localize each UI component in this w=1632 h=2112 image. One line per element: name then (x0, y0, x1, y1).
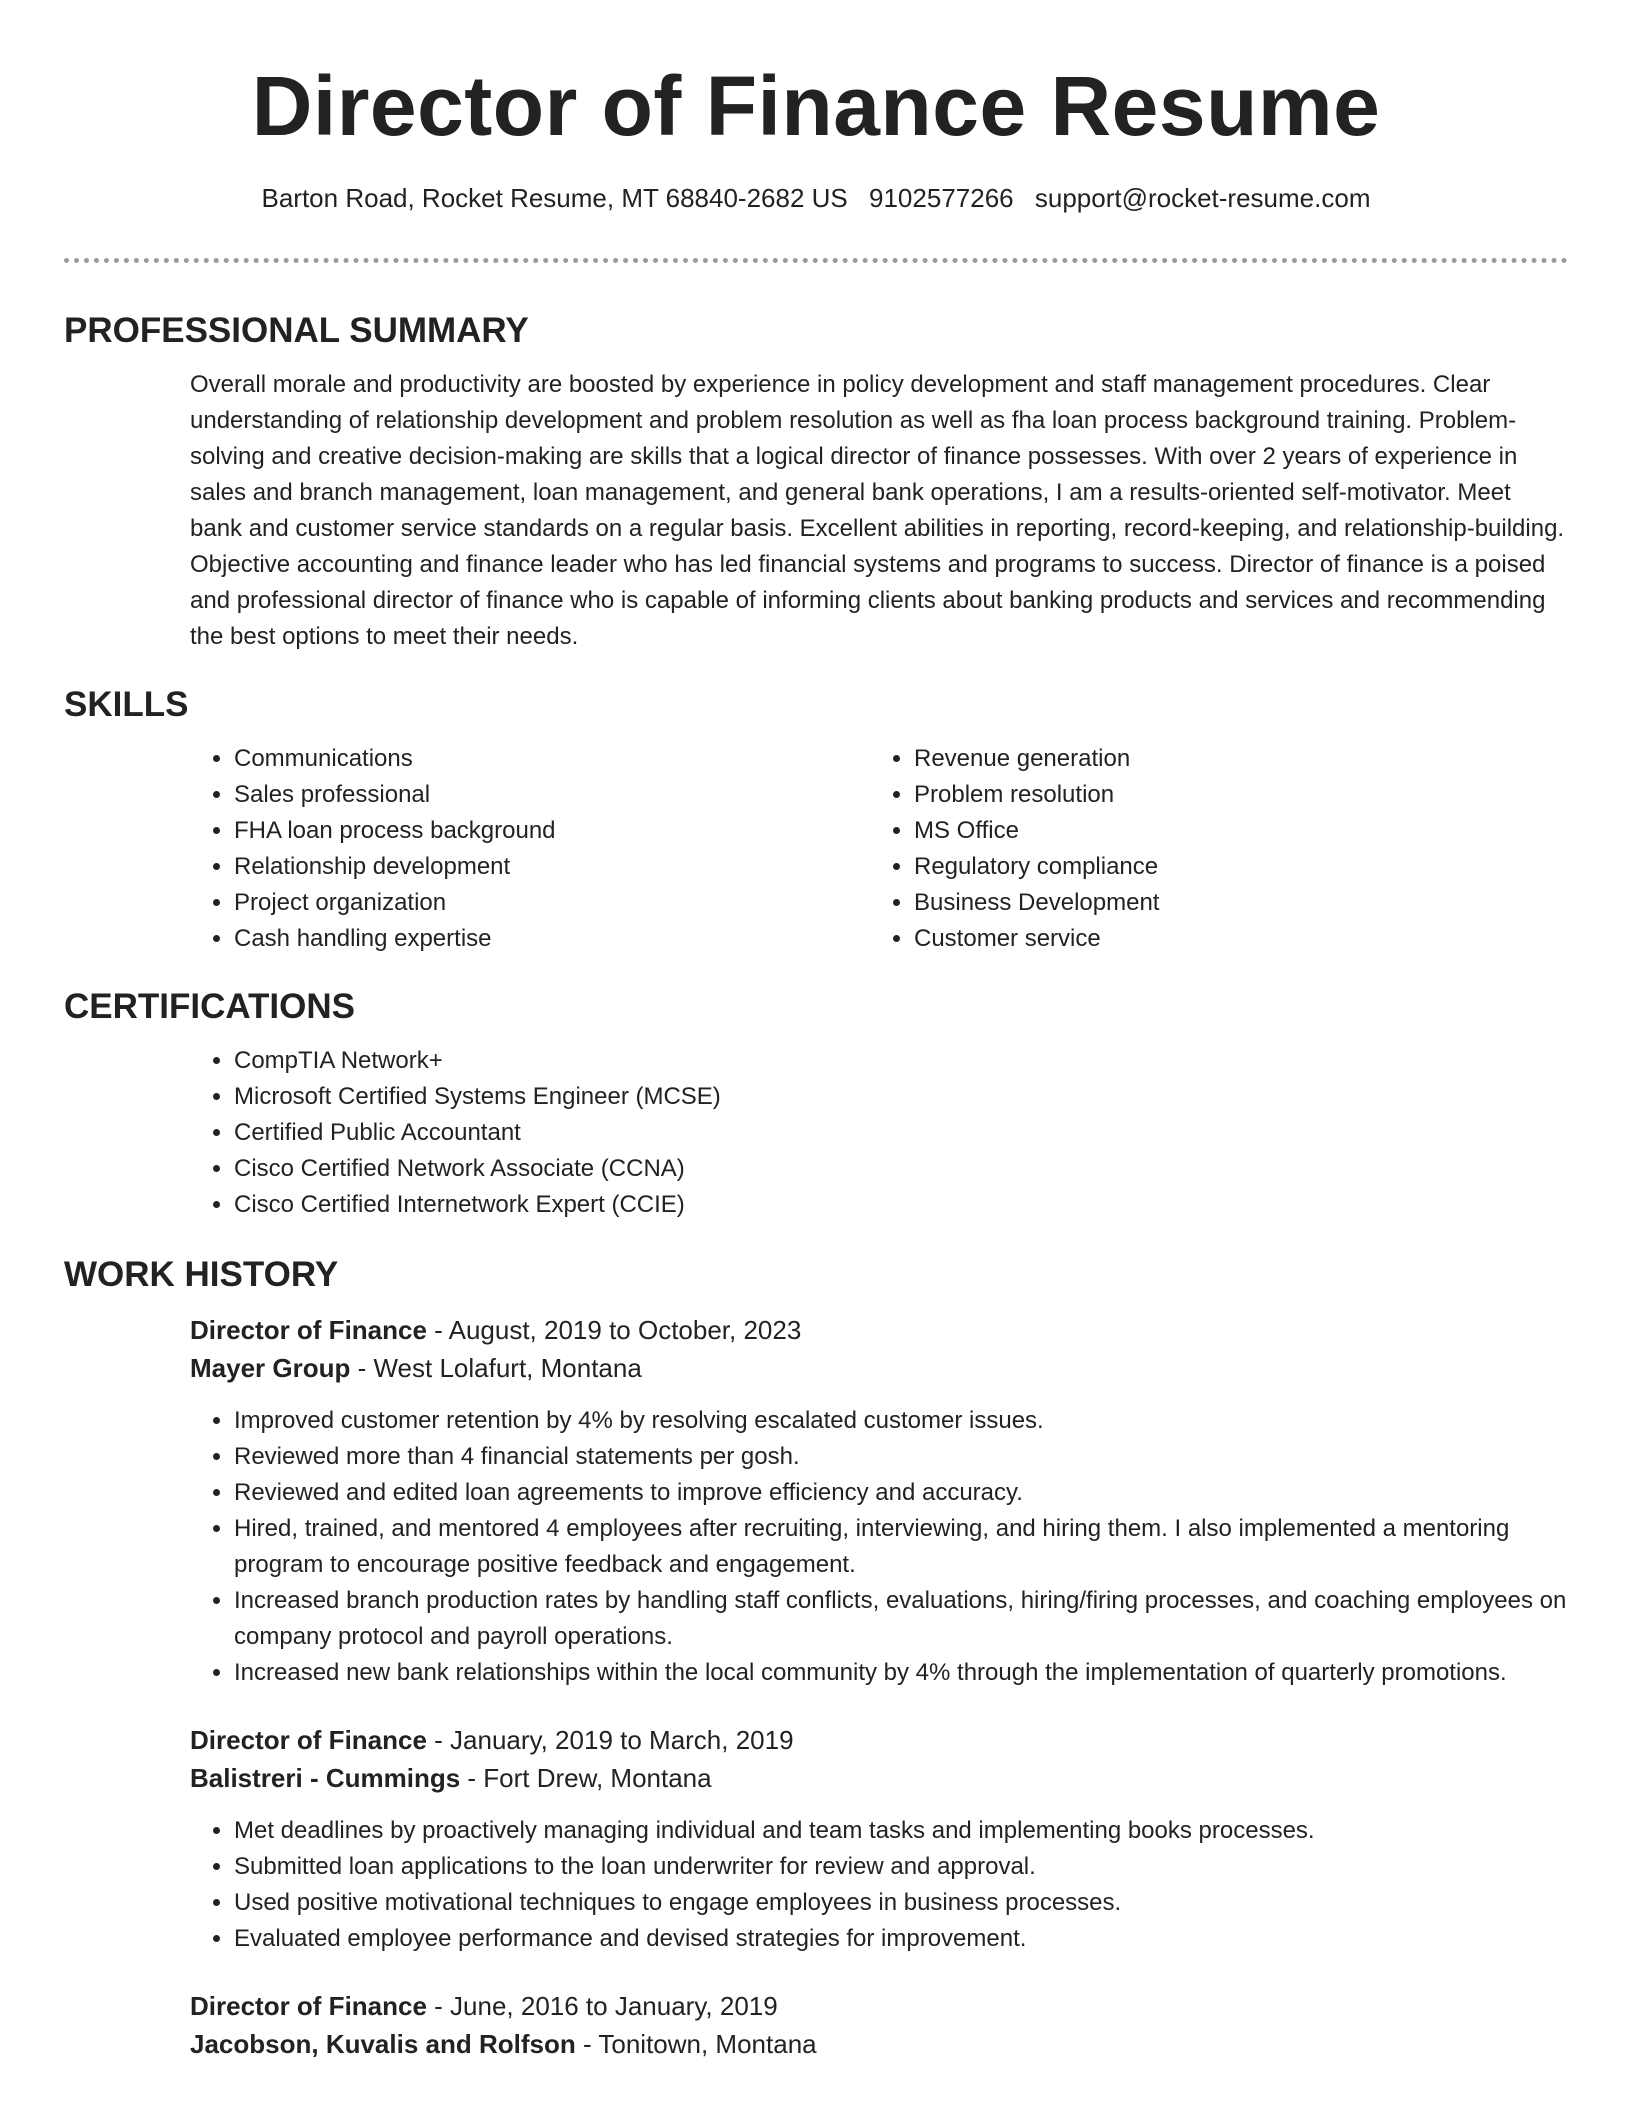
work-history-heading: WORK HISTORY (64, 1255, 339, 1294)
certifications-section (64, 1043, 1568, 1223)
contact-phone: 9102577266 (869, 183, 1014, 213)
job-company: Jacobson, Kuvalis and Rolfson (190, 2029, 576, 2059)
skill-item: • Problem resolution (914, 777, 1550, 813)
job-location: - West Lolafurt, Montana (350, 1353, 642, 1383)
skill-item: • Customer service (914, 921, 1550, 957)
job-company-line (190, 1349, 1568, 1387)
job-entry (190, 1721, 1568, 1957)
skill-item: • Communications (234, 741, 870, 777)
job-bullet: • Hired, trained, and mentored 4 employees after recruiting, interviewing, and hiring them. I also implemented a mentoring program to encourage positive feedback and engagement. (234, 1511, 1568, 1583)
skill-item: • MS Office (914, 813, 1550, 849)
skill-item: • Cash handling expertise (234, 921, 870, 957)
header-divider (64, 258, 1568, 263)
certifications-heading: CERTIFICATIONS (64, 987, 356, 1026)
job-location: - Tonitown, Montana (575, 2029, 817, 2059)
contact-line (64, 182, 1568, 214)
skill-item: • Business Development (914, 885, 1550, 921)
skills-column-right (870, 741, 1550, 957)
skill-item: • Sales professional (234, 777, 870, 813)
job-dates: - August, 2019 to October, 2023 (426, 1315, 802, 1345)
certification-item: • Cisco Certified Network Associate (CCNA) (234, 1151, 1568, 1187)
skill-item: • Regulatory compliance (914, 849, 1550, 885)
skills-section (64, 741, 1568, 957)
skill-item: • Project organization (234, 885, 870, 921)
summary-heading: PROFESSIONAL SUMMARY (64, 311, 529, 350)
job-entry (190, 1987, 1568, 2063)
certification-item: • CompTIA Network+ (234, 1043, 1568, 1079)
job-company-line (190, 1759, 1568, 1797)
job-title: Director of Finance (190, 1991, 427, 2021)
job-entry (190, 1311, 1568, 1691)
skill-item: • FHA loan process background (234, 813, 870, 849)
summary-text: Overall morale and productivity are boosted by experience in policy development and staff management procedures. Clear understanding of relationship development and problem resolution as well as fha loan process background training. Problem-solving and creative decision-making are skills that a logical director of finance possesses. With over 2 years of experience in sales and branch management, loan management, and general bank operations, I am a results-oriented self-motivator. Meet bank and customer service standards on a regular basis. Excellent abilities in reporting, record-keeping, and relationship-building. Objective accounting and finance leader who has led financial systems and programs to success. Director of finance is a poised and professional director of finance who is capable of informing clients about banking products and services and recommending the best options to meet their needs. (190, 371, 1565, 650)
skills-heading: SKILLS (64, 685, 189, 724)
job-title: Director of Finance (190, 1725, 427, 1755)
summary-section (64, 367, 1568, 655)
certification-item: • Certified Public Accountant (234, 1115, 1568, 1151)
job-bullet: • Reviewed and edited loan agreements to improve efficiency and accuracy. (234, 1475, 1568, 1511)
job-title-line (190, 1311, 1568, 1349)
job-bullet: • Met deadlines by proactively managing individual and team tasks and implementing books processes. (234, 1813, 1568, 1849)
job-bullet: • Used positive motivational techniques to engage employees in business processes. (234, 1885, 1568, 1921)
job-bullet: • Increased branch production rates by handling staff conflicts, evaluations, hiring/firing processes, and coaching employees on company protocol and payroll operations. (234, 1583, 1568, 1655)
job-title-line (190, 1987, 1568, 2025)
skills-list-right (870, 741, 1550, 957)
job-bullet: • Reviewed more than 4 financial statements per gosh. (234, 1439, 1568, 1475)
skill-item: • Relationship development (234, 849, 870, 885)
page-title: Director of Finance Resume (251, 59, 1381, 153)
work-history-section (64, 1311, 1568, 2063)
job-dates: - June, 2016 to January, 2019 (426, 1991, 778, 2021)
skills-column-left (190, 741, 870, 957)
job-title-line (190, 1721, 1568, 1759)
certifications-list (190, 1043, 1568, 1223)
skill-item: • Revenue generation (914, 741, 1550, 777)
certification-item: • Microsoft Certified Systems Engineer (MCSE) (234, 1079, 1568, 1115)
skills-list-left (190, 741, 870, 957)
job-location: - Fort Drew, Montana (460, 1763, 712, 1793)
skills-grid (190, 741, 1568, 957)
contact-email: support@rocket-resume.com (1034, 183, 1371, 213)
job-company: Balistreri - Cummings (190, 1763, 461, 1793)
job-bullets (190, 1813, 1568, 1957)
job-bullets (190, 1403, 1568, 1691)
contact-address: Barton Road, Rocket Resume, MT 68840-2682 US (261, 183, 848, 213)
job-dates: - January, 2019 to March, 2019 (426, 1725, 794, 1755)
job-company-line (190, 2025, 1568, 2063)
job-bullet: • Increased new bank relationships within the local community by 4% through the implementation of quarterly promotions. (234, 1655, 1568, 1691)
job-company: Mayer Group (190, 1353, 351, 1383)
job-bullet: • Improved customer retention by 4% by resolving escalated customer issues. (234, 1403, 1568, 1439)
job-bullet: • Submitted loan applications to the loan underwriter for review and approval. (234, 1849, 1568, 1885)
job-bullet: • Evaluated employee performance and devised strategies for improvement. (234, 1921, 1568, 1957)
job-title: Director of Finance (190, 1315, 427, 1345)
certification-item: • Cisco Certified Internetwork Expert (CCIE) (234, 1187, 1568, 1223)
